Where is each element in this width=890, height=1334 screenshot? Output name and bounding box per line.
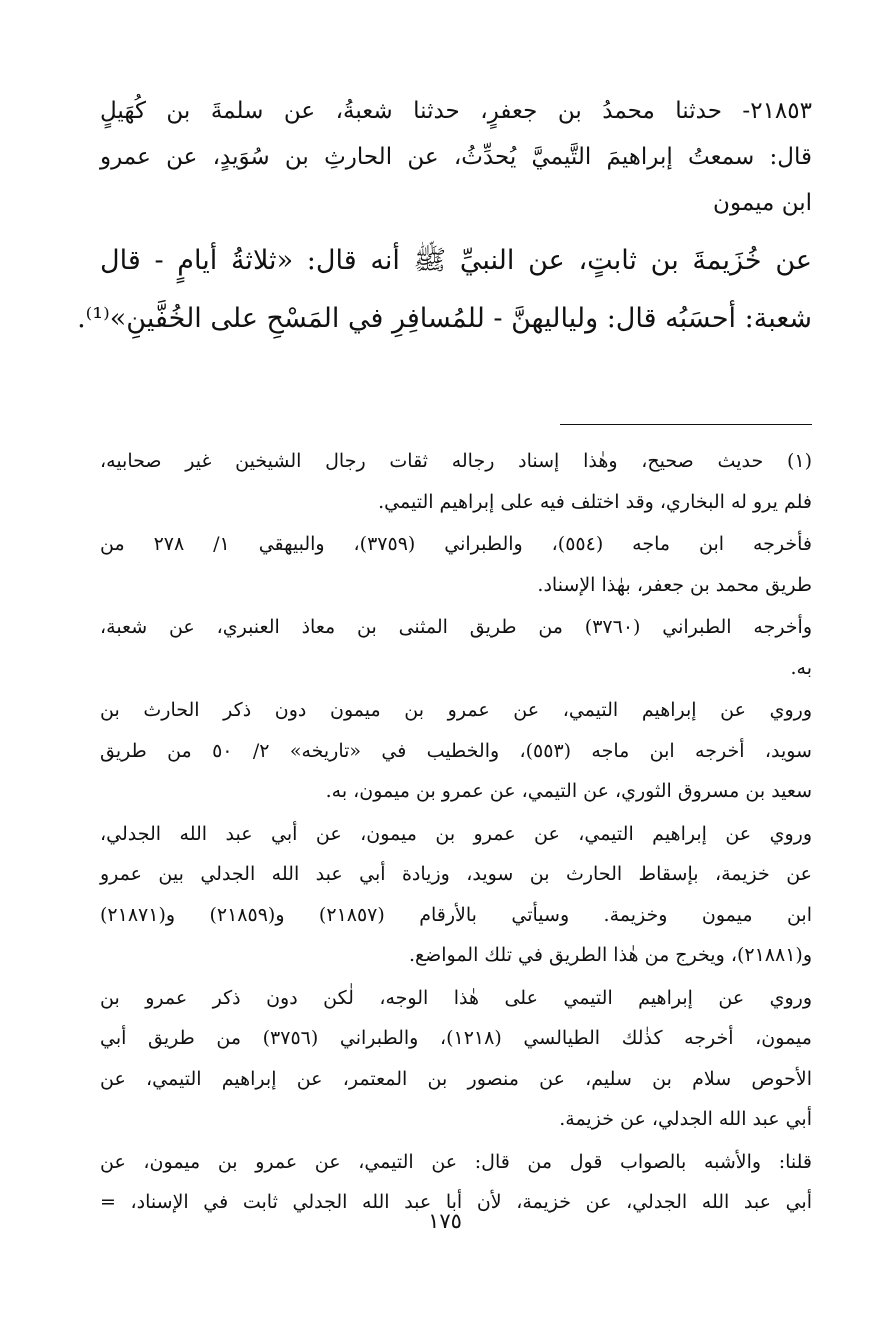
hadith-line: عن خُزَيمةَ بن ثابتٍ، عن النبيِّ ﷺ أنه قال: «ثلاثةُ أيامٍ - قال: [100, 245, 812, 276]
footnote-paragraph: [100, 978, 812, 1140]
hadith-line: ابن ميمون: [713, 190, 812, 216]
footnote-line: قلنا: والأشبه بالصواب قول من قال: عن التيمي، عن عمرو بن ميمون، عن: [100, 1150, 812, 1173]
footnote-paragraph: [100, 814, 812, 976]
page-body: [77, 88, 812, 1223]
footnote-line: به.: [790, 656, 812, 679]
footnote-line: أبي عبد الله الجدلي، عن خزيمة، لأن أبا عبد الله الجدلي ثابت في الإسناد، =: [100, 1191, 812, 1213]
footnote-line: (١) حديث صحيح، وهٰذا إسناد رجاله ثقات رجال الشيخين غير صحابيه،: [100, 450, 812, 472]
footnote-line: وأخرجه الطبراني (٣٧٦٠) من طريق المثنى بن معاذ العنبري، عن شعبة،: [100, 616, 812, 638]
footnote-line: سويد، أخرجه ابن ماجه (٥٥٣)، والخطيب في «تاريخه» ٢/ ٥٠ من طريق: [100, 739, 812, 762]
footnote-line: وروي عن إبراهيم التيمي على هٰذا الوجه، لٰكن دون ذكر عمرو بن: [100, 986, 812, 1009]
footnote-paragraph: [100, 524, 812, 605]
main-text: [77, 88, 812, 348]
footnote-paragraph: [100, 607, 812, 688]
footnote-line: ميمون، أخرجه كذٰلك الطيالسي (١٢١٨)، والطبراني (٣٧٥٦) من طريق أبي: [100, 1027, 812, 1049]
footnote-line: ابن ميمون وخزيمة. وسيأتي بالأرقام (٢١٨٥٧) و(٢١٨٥٩) و(٢١٨٧١): [100, 903, 812, 926]
footnotes: [100, 441, 812, 1223]
footnote-line: وروي عن إبراهيم التيمي، عن عمرو بن ميمون، عن أبي عبد الله الجدلي،: [100, 822, 812, 845]
footnote-line: و(٢١٨٨١)، ويخرج من هٰذا الطريق في تلك المواضع.: [408, 944, 812, 966]
hadith-line: قال: سمعتُ إبراهيمَ التَّيميَّ يُحدِّثُ، عن الحارثِ بن سُوَيدٍ، عن عمرو: [100, 144, 812, 170]
footnote-line: أبي عبد الله الجدلي، عن خزيمة.: [559, 1108, 812, 1130]
footnote-line: فأخرجه ابن ماجه (٥٥٤)، والطبراني (٣٧٥٩)، والبيهقي ١/ ٢٧٨ من: [100, 533, 812, 555]
footnote-line: الأحوص سلام بن سليم، عن منصور بن المعتمر، عن إبراهيم التيمي، عن: [100, 1067, 812, 1090]
page-number: ١٧٥: [428, 1209, 462, 1233]
hadith-line: شعبة: أحسَبُه قال: ولياليهنَّ - للمُسافِرِ في المَسْحِ على الخُفَّينِ»⁽¹⁾.: [77, 303, 812, 334]
footnote-separator: [560, 424, 812, 425]
hadith-line: ٢١٨٥٣- حدثنا محمدُ بن جعفرٍ، حدثنا شعبةُ، عن سلمةَ بن كُهَيلٍ: [100, 98, 812, 124]
footnote-paragraph: [100, 690, 812, 812]
footnote-line: عن خزيمة، بإسقاط الحارث بن سويد، وزيادة أبي عبد الله الجدلي بين عمرو: [100, 863, 812, 885]
footnote-paragraph: [100, 441, 812, 522]
footnote-line: طريق محمد بن جعفر، بهٰذا الإسناد.: [537, 573, 812, 596]
footnote-line: سعيد بن مسروق الثوري، عن التيمي، عن عمرو بن ميمون، به.: [325, 780, 812, 802]
footnote-line: وروي عن إبراهيم التيمي، عن عمرو بن ميمون دون ذكر الحارث بن: [100, 699, 812, 721]
footnote-line: فلم يرو له البخاري، وقد اختلف فيه على إبراهيم التيمي.: [378, 490, 812, 513]
